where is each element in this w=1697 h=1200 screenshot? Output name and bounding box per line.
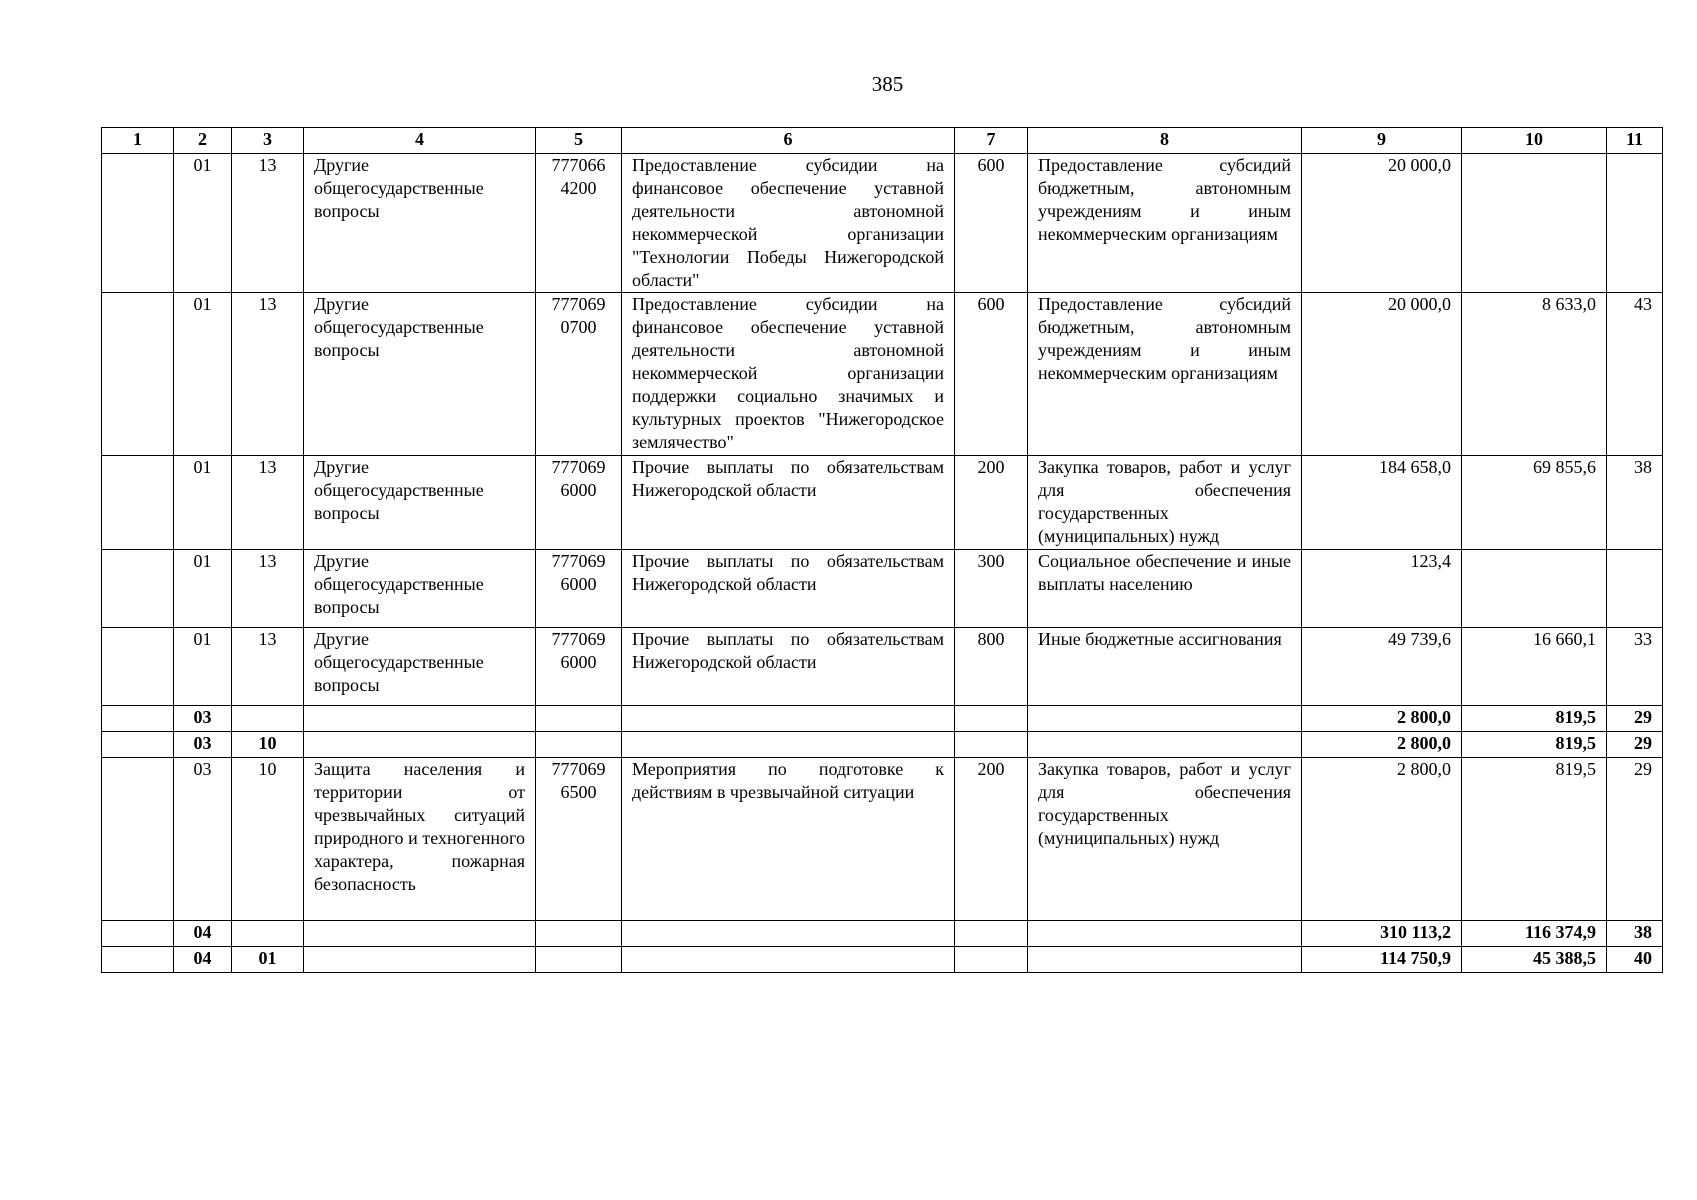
cell-expense-type: 600 [955,154,1028,293]
cell-percent [1607,154,1663,293]
cell-expense-type [955,921,1028,947]
cell-section: 01 [174,456,232,550]
cell-expense-name: Социальное обеспечение и иные выплаты населению [1028,550,1302,628]
cell-actual: 819,5 [1462,732,1607,758]
cell-percent: 29 [1607,758,1663,921]
column-header: 4 [304,128,536,154]
table-row [102,456,1663,550]
cell-section: 04 [174,947,232,973]
cell-section-name: Другие общегосударственные вопросы [304,293,536,456]
cell-expense-name: Иные бюджетные ассигнования [1028,628,1302,706]
cell-plan: 2 800,0 [1302,758,1462,921]
cell-percent: 33 [1607,628,1663,706]
cell-percent: 38 [1607,456,1663,550]
cell-section-name: Другие общегосударственные вопросы [304,550,536,628]
cell-expense-name [1028,706,1302,732]
cell-description: Предоставление субсидии на финансовое обеспечение уставной деятельности автономной некоммерческой организации поддержки социально значимых и культурных проектов "Нижегородское землячество" [622,293,955,456]
cell-expense-type: 300 [955,550,1028,628]
cell-actual [1462,154,1607,293]
cell-section: 01 [174,154,232,293]
cell-expense-type: 800 [955,628,1028,706]
column-header: 7 [955,128,1028,154]
cell-section-name [304,947,536,973]
cell-description: Мероприятия по подготовке к действиям в чрезвычайной ситуации [622,758,955,921]
table-row [102,293,1663,456]
column-header: 9 [1302,128,1462,154]
column-header: 11 [1607,128,1663,154]
cell-subsection: 13 [232,154,304,293]
cell-description: Прочие выплаты по обязательствам Нижегородской области [622,628,955,706]
cell-expense-name: Предоставление субсидий бюджетным, автономным учреждениям и иным некоммерческим организациям [1028,154,1302,293]
cell-plan: 114 750,9 [1302,947,1462,973]
cell-description [622,732,955,758]
cell-col1 [102,456,174,550]
cell-section-name: Защита населения и территории от чрезвычайных ситуаций природного и техногенного характера, пожарная безопасность [304,758,536,921]
cell-actual [1462,550,1607,628]
cell-col1 [102,628,174,706]
cell-plan: 49 739,6 [1302,628,1462,706]
cell-plan: 123,4 [1302,550,1462,628]
cell-subsection: 01 [232,947,304,973]
cell-expense-name [1028,947,1302,973]
column-header: 8 [1028,128,1302,154]
cell-col1 [102,550,174,628]
cell-section: 03 [174,758,232,921]
column-header: 5 [536,128,622,154]
cell-percent: 40 [1607,947,1663,973]
cell-plan: 2 800,0 [1302,706,1462,732]
cell-subsection: 13 [232,550,304,628]
cell-subsection [232,706,304,732]
cell-plan: 20 000,0 [1302,293,1462,456]
cell-target-code: 777069 6000 [536,628,622,706]
column-header: 1 [102,128,174,154]
cell-percent: 29 [1607,706,1663,732]
cell-expense-name: Закупка товаров, работ и услуг для обеспечения государственных (муниципальных) нужд [1028,456,1302,550]
cell-expense-name: Предоставление субсидий бюджетным, автономным учреждениям и иным некоммерческим организациям [1028,293,1302,456]
cell-plan: 310 113,2 [1302,921,1462,947]
cell-expense-type: 600 [955,293,1028,456]
cell-expense-type: 200 [955,456,1028,550]
cell-subsection: 10 [232,732,304,758]
cell-section-name [304,921,536,947]
cell-target-code [536,921,622,947]
cell-section: 01 [174,628,232,706]
cell-description: Прочие выплаты по обязательствам Нижегородской области [622,456,955,550]
cell-section: 04 [174,921,232,947]
cell-percent [1607,550,1663,628]
cell-target-code [536,947,622,973]
cell-section-name [304,706,536,732]
cell-description: Предоставление субсидии на финансовое обеспечение уставной деятельности автономной некоммерческой организации "Технологии Победы Нижегородской области" [622,154,955,293]
table-row [102,628,1663,706]
cell-section-name: Другие общегосударственные вопросы [304,154,536,293]
cell-actual: 819,5 [1462,706,1607,732]
cell-expense-name [1028,732,1302,758]
cell-target-code: 777069 6000 [536,550,622,628]
cell-col1 [102,758,174,921]
column-header: 10 [1462,128,1607,154]
subtotal-row [102,706,1663,732]
cell-description: Прочие выплаты по обязательствам Нижегородской области [622,550,955,628]
cell-plan: 2 800,0 [1302,732,1462,758]
cell-section-name: Другие общегосударственные вопросы [304,456,536,550]
cell-plan: 20 000,0 [1302,154,1462,293]
cell-col1 [102,921,174,947]
cell-expense-type [955,706,1028,732]
cell-col1 [102,154,174,293]
table-row [102,154,1663,293]
cell-col1 [102,293,174,456]
cell-section: 01 [174,550,232,628]
cell-section-name [304,732,536,758]
cell-target-code: 777069 6500 [536,758,622,921]
cell-col1 [102,947,174,973]
subtotal-row [102,947,1663,973]
cell-description [622,921,955,947]
cell-target-code: 777069 0700 [536,293,622,456]
cell-expense-type [955,732,1028,758]
cell-subsection [232,921,304,947]
cell-target-code: 777066 4200 [536,154,622,293]
cell-subsection: 10 [232,758,304,921]
cell-section: 03 [174,706,232,732]
header-row [102,128,1663,154]
subtotal-row [102,921,1663,947]
page-number: 385 [871,72,904,96]
cell-actual: 45 388,5 [1462,947,1607,973]
cell-target-code: 777069 6000 [536,456,622,550]
column-header: 2 [174,128,232,154]
cell-percent: 29 [1607,732,1663,758]
column-header: 3 [232,128,304,154]
cell-plan: 184 658,0 [1302,456,1462,550]
cell-actual: 819,5 [1462,758,1607,921]
cell-expense-type: 200 [955,758,1028,921]
cell-actual: 8 633,0 [1462,293,1607,456]
cell-percent: 38 [1607,921,1663,947]
table-row [102,550,1663,628]
cell-expense-name [1028,921,1302,947]
cell-actual: 16 660,1 [1462,628,1607,706]
cell-col1 [102,706,174,732]
cell-subsection: 13 [232,456,304,550]
cell-section: 01 [174,293,232,456]
cell-description [622,706,955,732]
budget-table [101,127,1663,973]
cell-expense-name: Закупка товаров, работ и услуг для обеспечения государственных (муниципальных) нужд [1028,758,1302,921]
cell-expense-type [955,947,1028,973]
cell-section-name: Другие общегосударственные вопросы [304,628,536,706]
cell-col1 [102,732,174,758]
cell-percent: 43 [1607,293,1663,456]
table-row [102,758,1663,921]
cell-section: 03 [174,732,232,758]
cell-target-code [536,706,622,732]
cell-subsection: 13 [232,628,304,706]
cell-actual: 69 855,6 [1462,456,1607,550]
cell-target-code [536,732,622,758]
cell-description [622,947,955,973]
column-header: 6 [622,128,955,154]
cell-subsection: 13 [232,293,304,456]
subtotal-row [102,732,1663,758]
cell-actual: 116 374,9 [1462,921,1607,947]
